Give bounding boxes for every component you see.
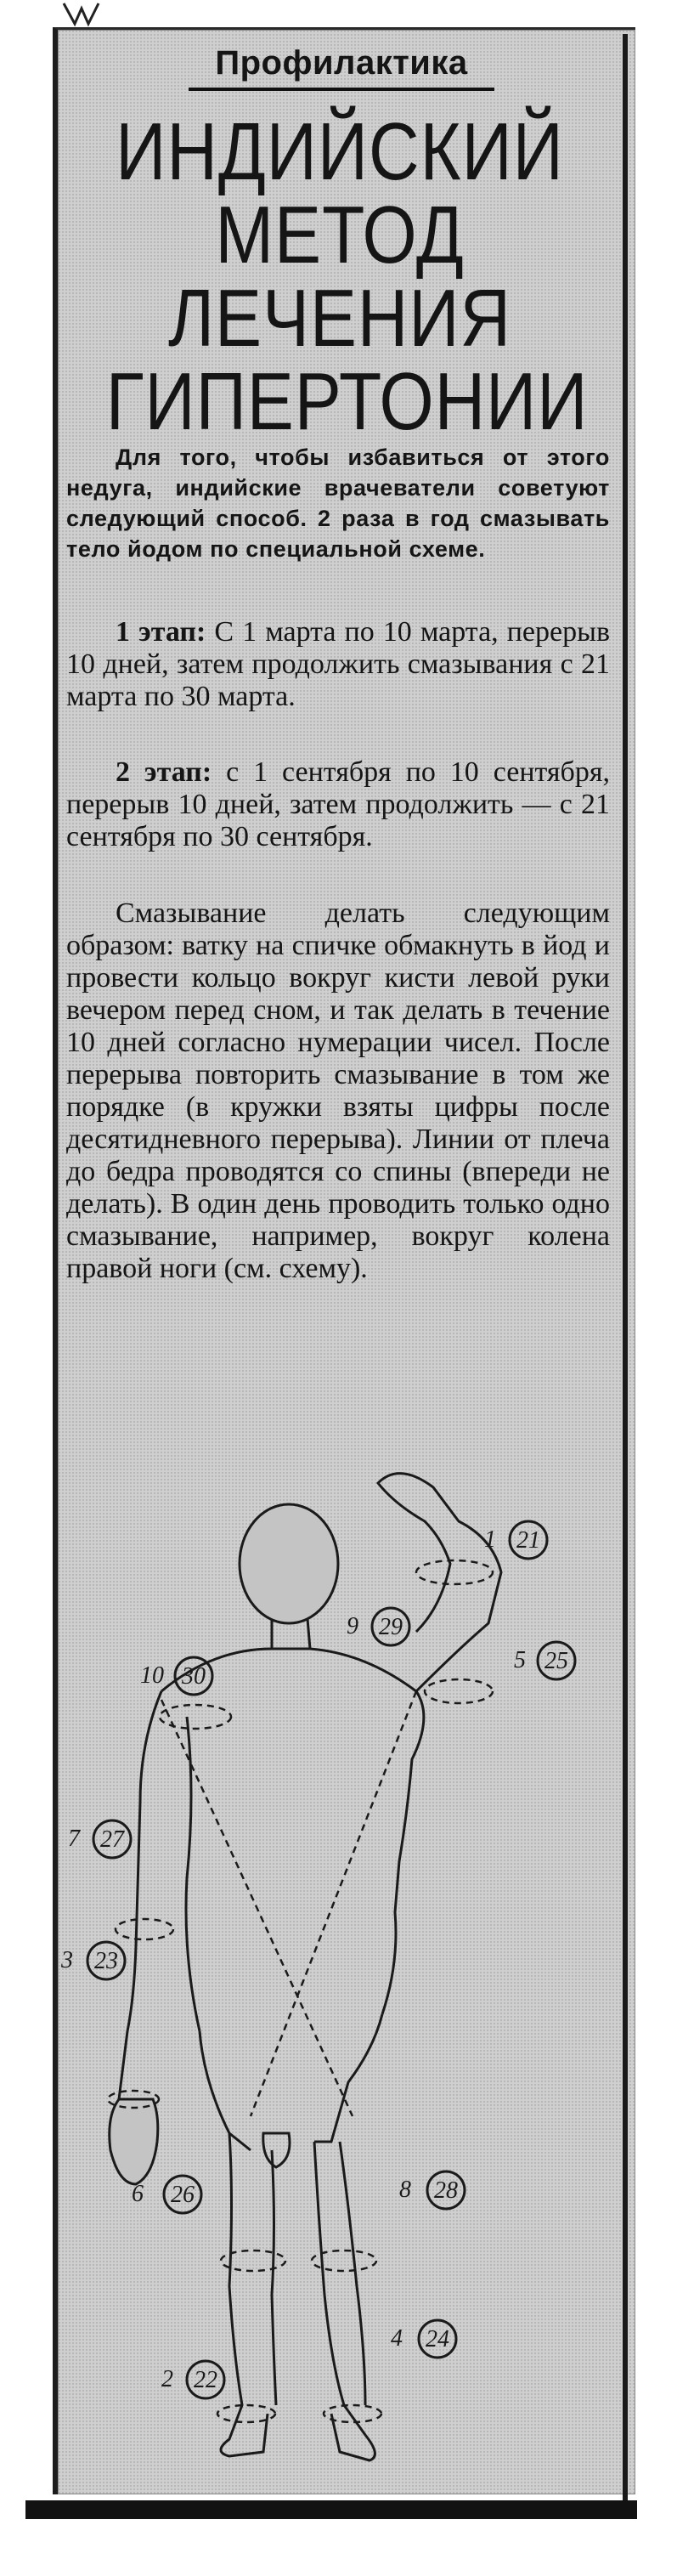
circled-number: 29 [379, 1614, 403, 1640]
diagram-label [140, 1657, 212, 1695]
diagram-label [399, 2171, 465, 2209]
title-line: ЛЕЧЕНИЯ [168, 273, 511, 364]
diagram-label [391, 2320, 456, 2358]
title-line: ИНДИЙСКИЙ [116, 106, 564, 197]
circled-number: 23 [94, 1948, 118, 1974]
day-number: 6 [132, 2181, 144, 2207]
day-number: 4 [391, 2325, 403, 2352]
diagram-label [68, 1820, 131, 1858]
lead-paragraph: Для того, чтобы избавиться от этого недуга, индийские врачеватели советуют следующий способ. 2 раза в год смазывать тело йодом по специальной схеме. [66, 444, 610, 562]
diagram-label [132, 2176, 201, 2213]
circled-number: 22 [194, 2367, 217, 2393]
day-number: 7 [68, 1826, 80, 1852]
circled-number: 27 [100, 1826, 124, 1853]
title-line: ГИПЕРТОНИИ [105, 356, 589, 447]
smear-lines [108, 1560, 493, 2422]
diagram-label [161, 2361, 224, 2398]
day-number: 5 [514, 1647, 526, 1673]
day-number: 9 [347, 1613, 358, 1639]
column-rule [623, 34, 628, 2516]
circled-number: 21 [516, 1527, 540, 1554]
stage-2-paragraph [66, 756, 610, 853]
article-title [105, 106, 589, 447]
day-number: 1 [484, 1526, 496, 1553]
instructions-paragraph: Смазывание делать следующим образом: ватку на спичке обмакнуть в йод и провести кольцо вокруг кисти левой руки вечером перед сном, и так делать в течение 10 дней согласно нумерации чисел. После перерыва повторить смазывание в том же порядке (в кружки взяты цифры после десятидневного перерыва). Линии от плеча до бедра проводятся со спины (впереди не делать). В один день проводить только одно смазывание, например, вокруг колена правой ноги (см. схему). [66, 897, 610, 1284]
stage-1-label: 1 этап: [116, 616, 206, 648]
bottom-rule [25, 2500, 637, 2519]
title-line: МЕТОД [215, 190, 465, 280]
circled-number: 30 [182, 1663, 206, 1690]
circled-number: 24 [426, 2326, 449, 2352]
day-number: 10 [140, 1662, 164, 1689]
day-number: 3 [61, 1947, 73, 1973]
circled-number: 28 [434, 2177, 458, 2204]
diagram-label [60, 1942, 125, 1979]
diagram-label [514, 1642, 575, 1679]
stage-1-paragraph [66, 616, 610, 713]
day-number: 8 [399, 2177, 411, 2203]
stage-1-text: С 1 марта по 10 марта, перерыв 10 дней, затем продолжить смазывания с 21 марта по 30 марта. [66, 616, 610, 712]
rubric-heading: Профилактика [189, 44, 494, 91]
body-diagram [59, 1436, 620, 2499]
stage-2-text: с 1 сентября по 10 сентября, перерыв 10 дней, затем продолжить — с 21 сентября по 30 сентября. [66, 756, 610, 852]
circled-number: 25 [544, 1648, 568, 1674]
diagram-label [347, 1608, 409, 1645]
circled-number: 26 [171, 2182, 195, 2208]
day-number: 2 [161, 2366, 173, 2392]
stage-2-label: 2 этап: [116, 756, 212, 788]
corner-scribble [59, 2, 110, 27]
human-figure [110, 1474, 501, 2460]
